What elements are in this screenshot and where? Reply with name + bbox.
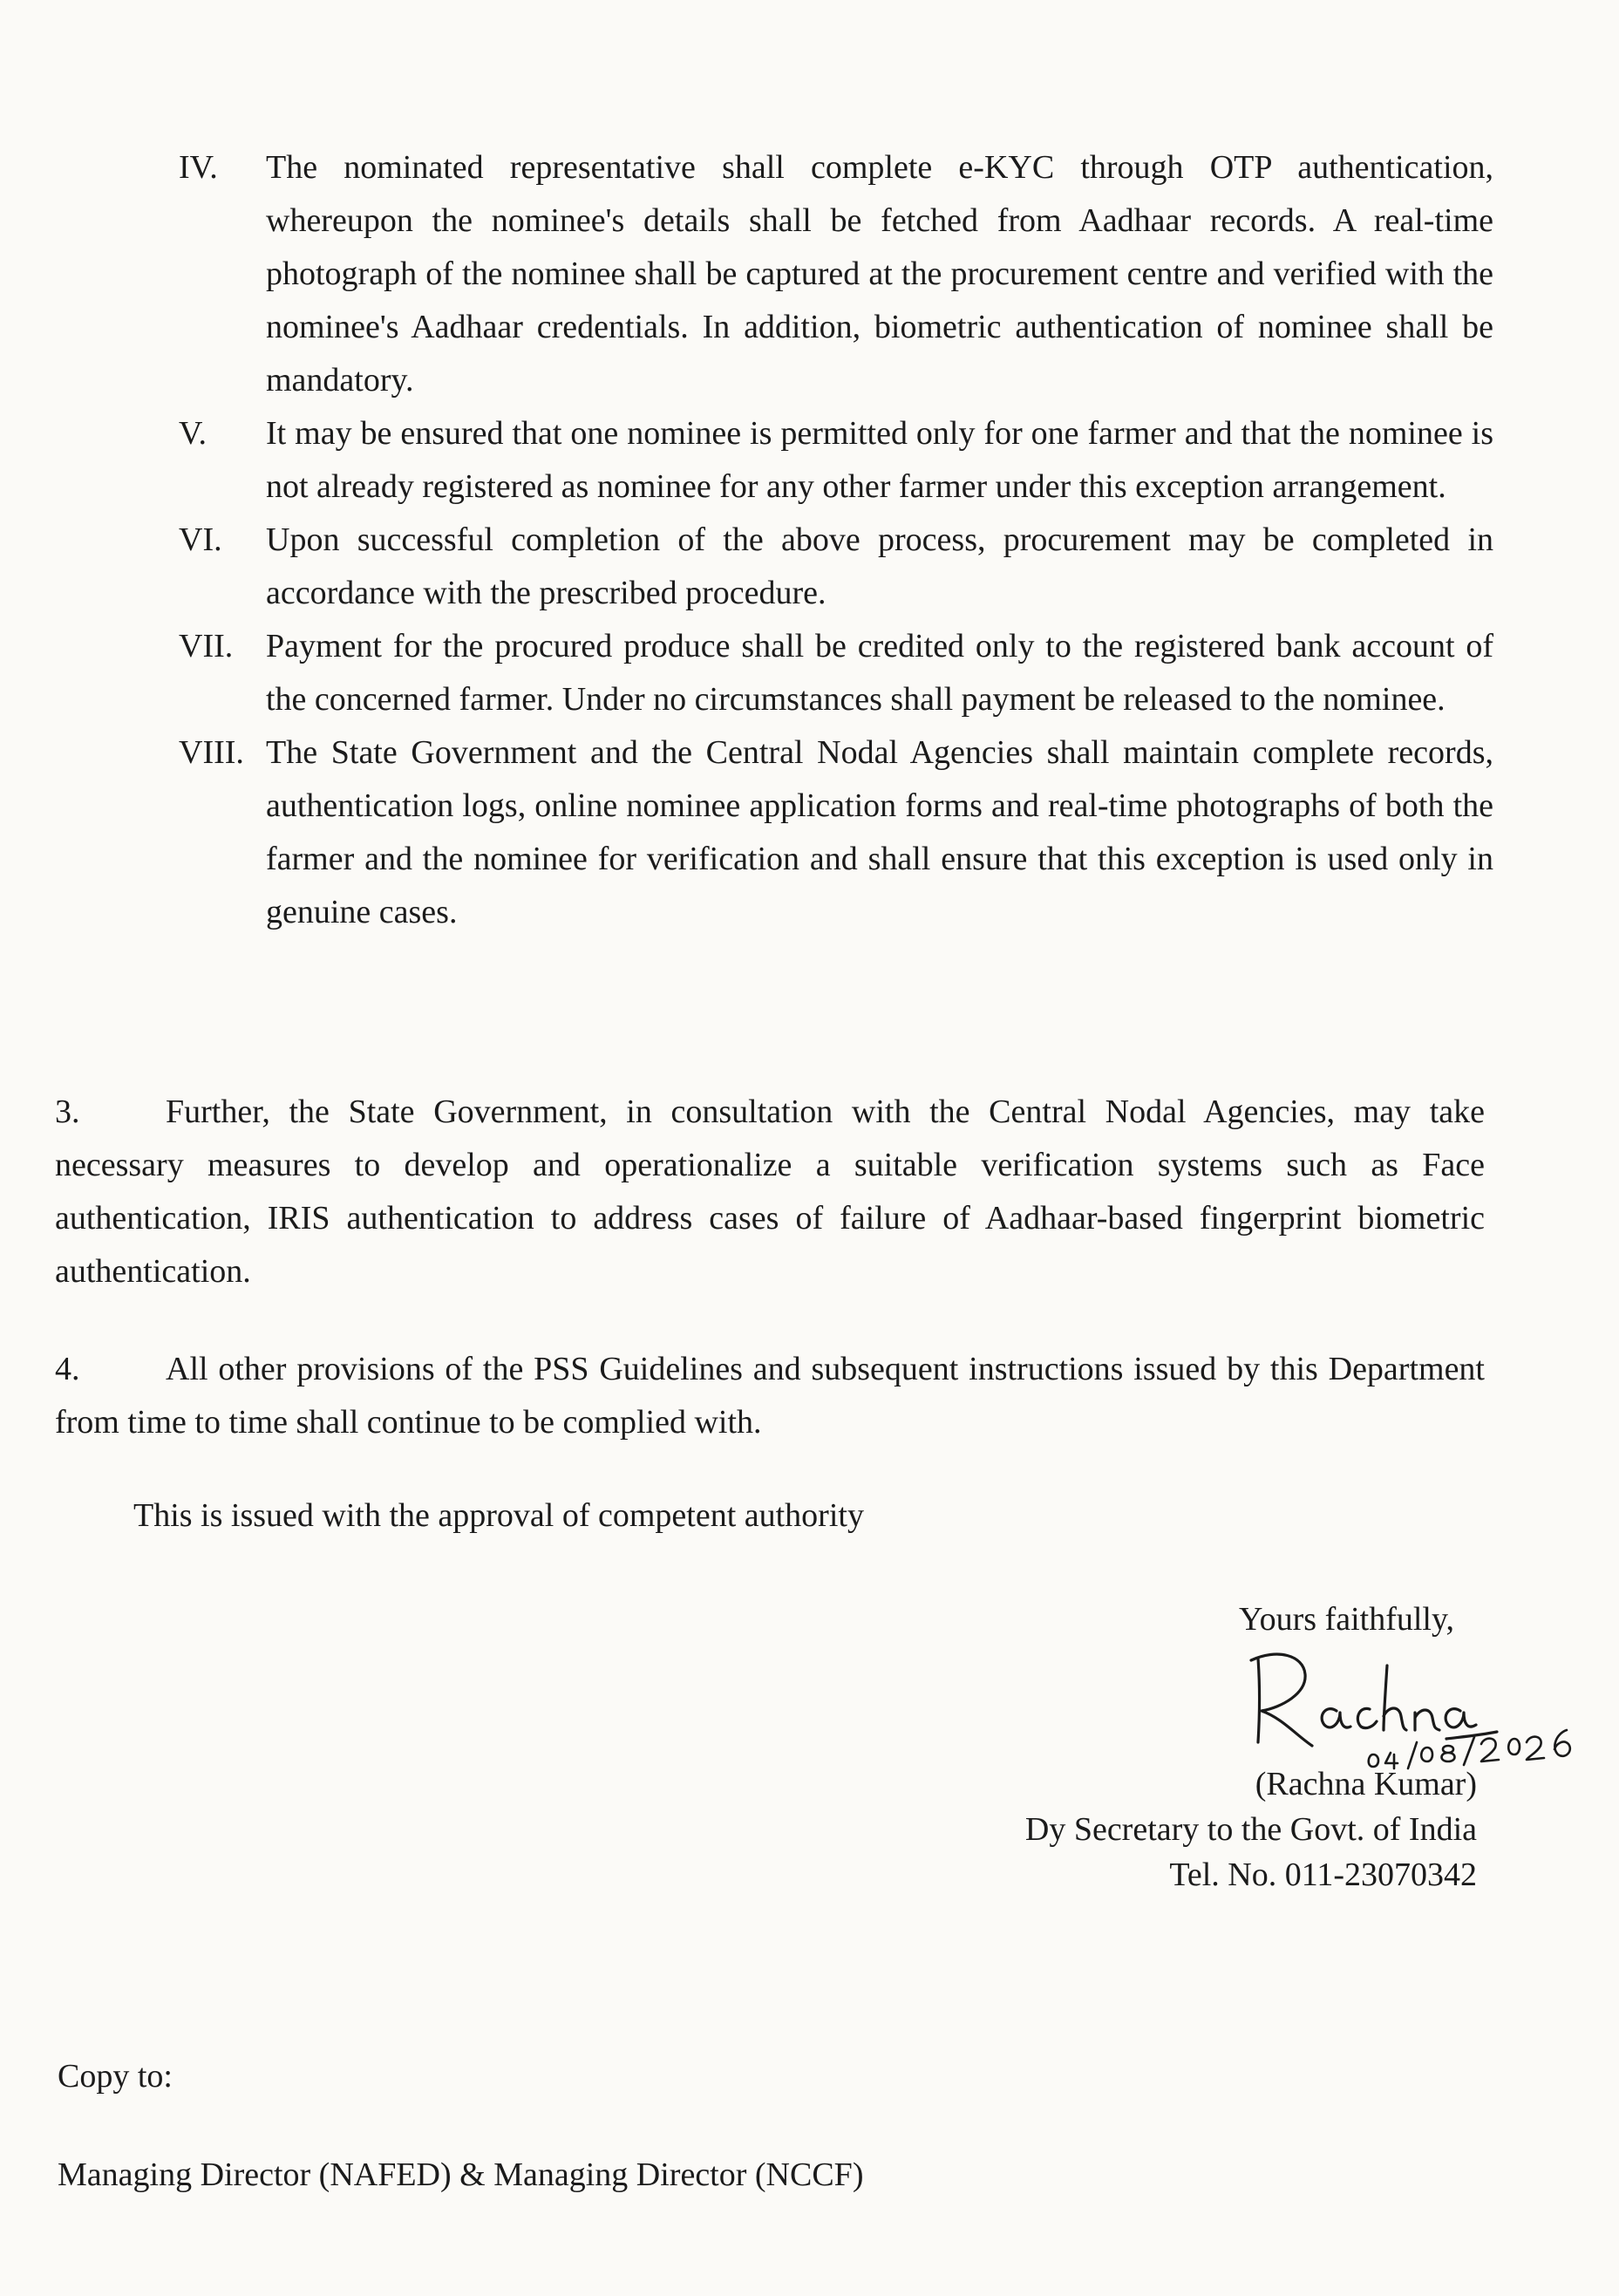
- list-item-number: V.: [179, 415, 207, 452]
- list-item-number: IV.: [179, 149, 218, 186]
- list-item: [179, 620, 1493, 726]
- handwritten-signature: [1242, 1639, 1582, 1770]
- copy-to-label: Copy to:: [58, 2058, 173, 2095]
- signatory-phone: Tel. No. 011-23070342: [1169, 1857, 1477, 1893]
- list-item: [179, 407, 1493, 514]
- list-item-text: The nominated representative shall complete e-KYC through OTP authentication, whereupon the nominee's details shall be fetched from Aadhaar records. A real-time photograph of the nominee shall be captured at the procurement centre and verified with the nominee's Aadhaar credentials. In addition, biometric authentication of nominee shall be mandatory.: [266, 149, 1493, 399]
- list-item-number: VI.: [179, 521, 222, 558]
- closing-salutation: Yours faithfully,: [1239, 1601, 1455, 1638]
- paragraph-3: [55, 1086, 1485, 1298]
- copy-to-recipient: Managing Director (NAFED) & Managing Director (NCCF): [58, 2156, 864, 2193]
- list-item: [179, 141, 1493, 407]
- list-item-number: VIII.: [179, 734, 244, 771]
- paragraph-4: [55, 1343, 1485, 1449]
- paragraph-number: 4.: [55, 1351, 80, 1387]
- list-item-text: Upon successful completion of the above process, procurement may be completed in accordance with the prescribed procedure.: [266, 521, 1493, 611]
- signatory-block: [1025, 1761, 1477, 1897]
- paragraph-text: Further, the State Government, in consultation with the Central Nodal Agencies, may take necessary measures to develop and operationalize a suitable verification systems such as Face authentication, IRIS authentication to address cases of failure of Aadhaar-based fingerprint biometric authentication.: [55, 1093, 1485, 1290]
- signatory-designation: Dy Secretary to the Govt. of India: [1024, 1811, 1477, 1848]
- signatory-name: (Rachna Kumar): [1255, 1766, 1477, 1802]
- list-item: [179, 514, 1493, 620]
- numbered-list: [179, 141, 1493, 939]
- list-item-text: It may be ensured that one nominee is permitted only for one farmer and that the nominee is not already registered as nominee for any other farmer under this exception arrangement.: [266, 415, 1493, 505]
- approval-note: This is issued with the approval of competent authority: [133, 1497, 864, 1534]
- list-item-number: VII.: [179, 628, 234, 664]
- list-item-text: Payment for the procured produce shall be credited only to the registered bank account of the concerned farmer. Under no circumstances shall payment be released to the nominee.: [266, 628, 1493, 718]
- paragraph-number: 3.: [55, 1093, 80, 1130]
- list-item-text: The State Government and the Central Nodal Agencies shall maintain complete records, authentication logs, online nominee application forms and real-time photographs of both the farmer and the nominee for verification and shall ensure that this exception is used only in genuine cases.: [266, 734, 1493, 930]
- paragraph-text: All other provisions of the PSS Guidelines and subsequent instructions issued by this Department from time to time shall continue to be complied with.: [55, 1351, 1485, 1441]
- list-item: [179, 726, 1493, 939]
